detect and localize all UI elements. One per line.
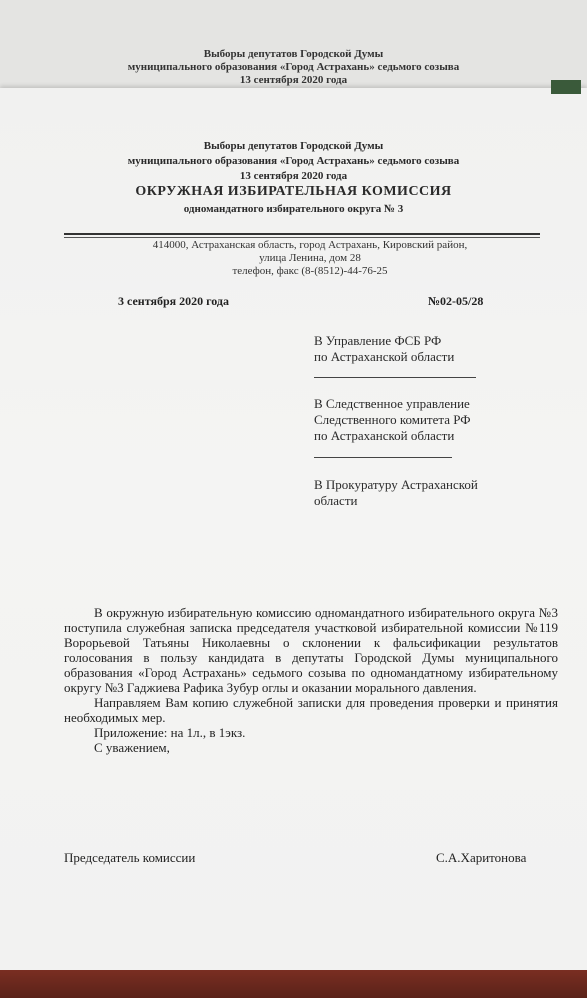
recipient-prosecutor-line-1: В Прокуратуру Астраханской [314, 477, 478, 492]
back-page-line-2: муниципального образования «Город Астрахань» седьмого созыва [127, 61, 460, 73]
recipient-prosecutor-line-2: области [314, 493, 358, 508]
recipient-fsb [314, 333, 454, 365]
header-district: одномандатного избирательного округа № 3 [183, 203, 404, 215]
back-page-line-3: 13 сентября 2020 года [239, 74, 348, 86]
header-divider-thin [64, 237, 540, 238]
background-page [0, 0, 587, 100]
edge-marker [551, 80, 581, 94]
letter-body [64, 605, 558, 755]
signature-position: Председатель комиссии [64, 850, 196, 865]
back-page-line-1: Выборы депутатов Городской Думы [203, 48, 384, 60]
recipient-fsb-underline [314, 377, 476, 378]
body-paragraph-1: В окружную избирательную комиссию одномандатного избирательного округа №3 поступила служебная записка председателя участковой избирательной комиссии №119 Ворорьевой Татьяны Николаевны о склонении к фальсификации результатов голосования в пользу кандидата в депутаты Городской Думы муниципального образования «Город Астрахань» седьмого созыва по одномандатному избирательному округу №3 Гаджиева Рафика Зубур оглы и оказании морального давления. [64, 605, 558, 695]
address-line-2: улица Ленина, дом 28 [259, 252, 361, 264]
recipient-fsb-line-1: В Управление ФСБ РФ [314, 333, 442, 348]
recipient-investigative-line-2: Следственного комитета РФ [314, 412, 471, 427]
address-phone: телефон, факс (8-(8512)-44-76-25 [232, 265, 388, 277]
table-surface [0, 970, 587, 998]
recipient-investigative-line-3: по Астраханской области [314, 428, 455, 443]
recipient-investigative [314, 396, 471, 444]
recipient-prosecutor [314, 477, 478, 509]
body-paragraph-2: Направляем Вам копию служебной записки для проведения проверки и принятия необходимых мер. [64, 695, 558, 725]
recipient-investigative-underline [314, 457, 452, 458]
header-divider-thick [64, 233, 540, 235]
header-election-date: 13 сентября 2020 года [239, 170, 348, 182]
document-date: 3 сентября 2020 года [118, 294, 229, 308]
signature-name: С.А.Харитонова [436, 850, 527, 865]
header-commission: ОКРУЖНАЯ ИЗБИРАТЕЛЬНАЯ КОМИССИЯ [135, 184, 452, 199]
letter-page [0, 88, 587, 970]
body-closing: С уважением, [94, 740, 170, 755]
body-attachment: Приложение: на 1л., в 1экз. [94, 725, 246, 740]
header-election-title: Выборы депутатов Городской Думы [203, 140, 384, 152]
recipient-investigative-line-1: В Следственное управление [314, 396, 470, 411]
header-municipality: муниципального образования «Город Астрахань» седьмого созыва [127, 155, 460, 167]
address-line-1: 414000, Астраханская область, город Астрахань, Кировский район, [152, 239, 468, 251]
document-number: №02-05/28 [428, 294, 484, 308]
recipient-fsb-line-2: по Астраханской области [314, 349, 455, 364]
